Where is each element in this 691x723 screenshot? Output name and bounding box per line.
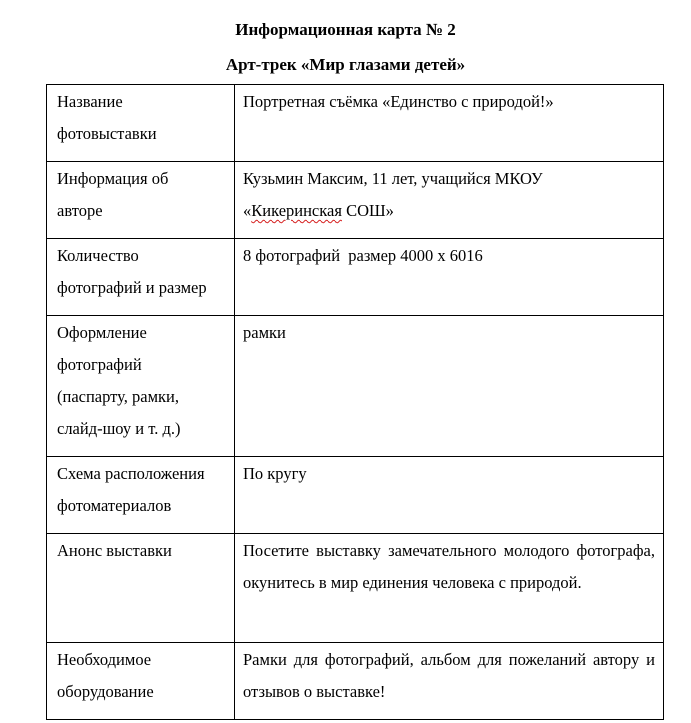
photo-design-value: рамки bbox=[243, 323, 286, 342]
label-line: Оформление bbox=[57, 323, 147, 342]
announcement-value: Посетите выставку замечательного молодого фотографа, окунитесь в мир единения человека с природой. bbox=[243, 541, 655, 592]
label-line: авторе bbox=[57, 201, 103, 220]
table-row bbox=[47, 457, 664, 534]
label-line: оборудование bbox=[57, 682, 154, 701]
label-line: фотографий bbox=[57, 355, 142, 374]
author-info-line2-rest: СОШ» bbox=[341, 201, 394, 220]
label-line: слайд-шоу и т. д.) bbox=[57, 419, 181, 438]
document-subtitle: Арт-трек «Мир глазами детей» bbox=[225, 55, 466, 74]
table-row bbox=[47, 239, 664, 316]
info-card-table bbox=[46, 84, 664, 720]
label-line: Количество bbox=[57, 246, 139, 265]
row-value bbox=[235, 534, 664, 643]
label-line: Необходимое bbox=[57, 650, 152, 669]
table-row bbox=[47, 162, 664, 239]
label-line: фотоматериалов bbox=[57, 496, 172, 515]
row-label bbox=[47, 85, 235, 162]
row-label bbox=[47, 534, 235, 643]
table-row bbox=[47, 534, 664, 643]
row-label bbox=[47, 239, 235, 316]
author-info-line1: Кузьмин Максим, 11 лет, учащийся МКОУ bbox=[243, 169, 543, 188]
label-line: Схема расположения bbox=[57, 464, 205, 483]
row-label bbox=[47, 316, 235, 457]
row-value bbox=[235, 85, 664, 162]
row-label bbox=[47, 457, 235, 534]
exhibition-name-value: Портретная съёмка «Единство с природой!» bbox=[243, 92, 554, 111]
row-value bbox=[235, 643, 664, 720]
row-value bbox=[235, 316, 664, 457]
label-line: Информация об bbox=[57, 169, 169, 188]
label-line: Название bbox=[57, 92, 123, 111]
row-label bbox=[47, 162, 235, 239]
document-title: Информационная карта № 2 bbox=[235, 20, 456, 39]
label-line: фотографий и размер bbox=[57, 278, 207, 297]
row-value bbox=[235, 239, 664, 316]
quote-open: « bbox=[243, 201, 252, 220]
row-value bbox=[235, 162, 664, 239]
layout-scheme-value: По кругу bbox=[243, 464, 307, 483]
row-label bbox=[47, 643, 235, 720]
table-row bbox=[47, 643, 664, 720]
table-row bbox=[47, 316, 664, 457]
label-line: (паспарту, рамки, bbox=[57, 387, 179, 406]
spellcheck-underlined-word: Кикеринская bbox=[251, 201, 342, 220]
label-line: Анонс выставки bbox=[57, 541, 172, 560]
label-line: фотовыставки bbox=[57, 124, 157, 143]
row-value bbox=[235, 457, 664, 534]
equipment-value: Рамки для фотографий, альбом для пожеланий автору и отзывов о выставке! bbox=[243, 650, 655, 701]
photo-count-value: 8 фотографий размер 4000 х 6016 bbox=[243, 246, 483, 265]
author-info-line2 bbox=[243, 195, 655, 227]
table-row bbox=[47, 85, 664, 162]
